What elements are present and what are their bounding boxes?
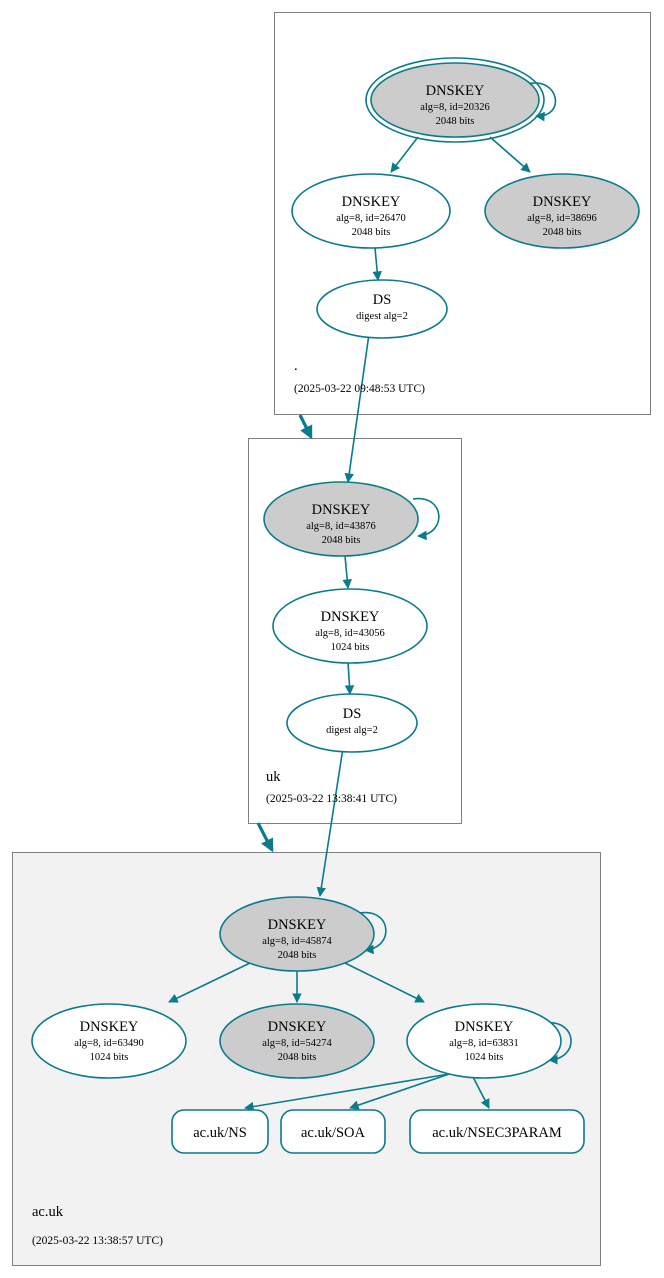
node-root-ds-line2: digest alg=2: [356, 311, 408, 322]
node-root-zsk-38696-line2: alg=8, id=38696: [527, 213, 597, 224]
node-uk-ds-line2: digest alg=2: [326, 725, 378, 736]
edge-root-26470-to-ds: [375, 248, 378, 280]
edge-root-ksk-to-26470: [391, 137, 418, 172]
node-uk-zsk-43056-line2: alg=8, id=43056: [315, 628, 385, 639]
node-acuk-ns-label: ac.uk/NS: [193, 1125, 247, 1141]
node-root-zsk-26470-line2: alg=8, id=26470: [336, 213, 406, 224]
node-acuk-zsk-54274-line3: 2048 bits: [277, 1052, 317, 1063]
node-root-zsk-38696-line3: 2048 bits: [542, 227, 582, 238]
node-acuk-zsk-63490-line2: alg=8, id=63490: [74, 1038, 144, 1049]
zone-label-ac-uk: ac.uk: [32, 1204, 63, 1220]
edge-root-ksk-to-38696: [490, 137, 530, 172]
zone-label-root: .: [294, 358, 298, 374]
node-acuk-zsk-63490-title: DNSKEY: [79, 1019, 139, 1035]
node-root-zsk-26470-title: DNSKEY: [341, 194, 401, 210]
node-root-ds[interactable]: [317, 280, 447, 338]
edge-zone-root-to-uk: [300, 415, 311, 437]
node-acuk-nsec3param-label: ac.uk/NSEC3PARAM: [432, 1125, 562, 1141]
zone-label-uk: uk: [266, 769, 281, 785]
node-uk-ksk-43876-line3: 2048 bits: [321, 535, 361, 546]
node-acuk-zsk-54274-line2: alg=8, id=54274: [262, 1038, 332, 1049]
zone-timestamp-ac-uk: (2025-03-22 13:38:57 UTC): [32, 1235, 163, 1247]
node-uk-zsk-43056-title: DNSKEY: [320, 609, 380, 625]
node-root-ksk-20326-line2: alg=8, id=20326: [420, 102, 490, 113]
node-uk-ds[interactable]: [287, 694, 417, 752]
node-acuk-ksk-45874-line3: 2048 bits: [277, 950, 317, 961]
node-acuk-soa-label: ac.uk/SOA: [300, 1125, 366, 1141]
node-root-zsk-38696-title: DNSKEY: [532, 194, 592, 210]
node-acuk-zsk-63831-title: DNSKEY: [454, 1019, 514, 1035]
node-root-zsk-26470-line3: 2048 bits: [351, 227, 391, 238]
edge-uk-ksk-to-43056: [345, 556, 348, 588]
node-acuk-zsk-63831-line3: 1024 bits: [464, 1052, 504, 1063]
node-acuk-zsk-63831-line2: alg=8, id=63831: [449, 1038, 519, 1049]
edge-uk-43056-to-ds: [348, 662, 350, 694]
node-uk-ds-title: DS: [342, 706, 362, 722]
node-acuk-ksk-45874-title: DNSKEY: [267, 917, 327, 933]
edge-root-ds-to-uk-ksk: [348, 334, 369, 482]
node-acuk-zsk-54274-title: DNSKEY: [267, 1019, 327, 1035]
zone-timestamp-uk: (2025-03-22 13:38:41 UTC): [266, 793, 397, 805]
edge-zone-uk-to-acuk: [258, 823, 272, 850]
node-root-ds-title: DS: [372, 292, 392, 308]
node-uk-zsk-43056-line3: 1024 bits: [330, 642, 370, 653]
zone-timestamp-root: (2025-03-22 09:48:53 UTC): [294, 383, 425, 395]
node-acuk-ksk-45874-line2: alg=8, id=45874: [262, 936, 332, 947]
node-root-ksk-20326-title: DNSKEY: [425, 83, 485, 99]
node-root-ksk-20326-line3: 2048 bits: [435, 116, 475, 127]
node-acuk-zsk-63490-line3: 1024 bits: [89, 1052, 129, 1063]
node-uk-ksk-43876-line2: alg=8, id=43876: [306, 521, 376, 532]
node-uk-ksk-43876-title: DNSKEY: [311, 502, 371, 518]
